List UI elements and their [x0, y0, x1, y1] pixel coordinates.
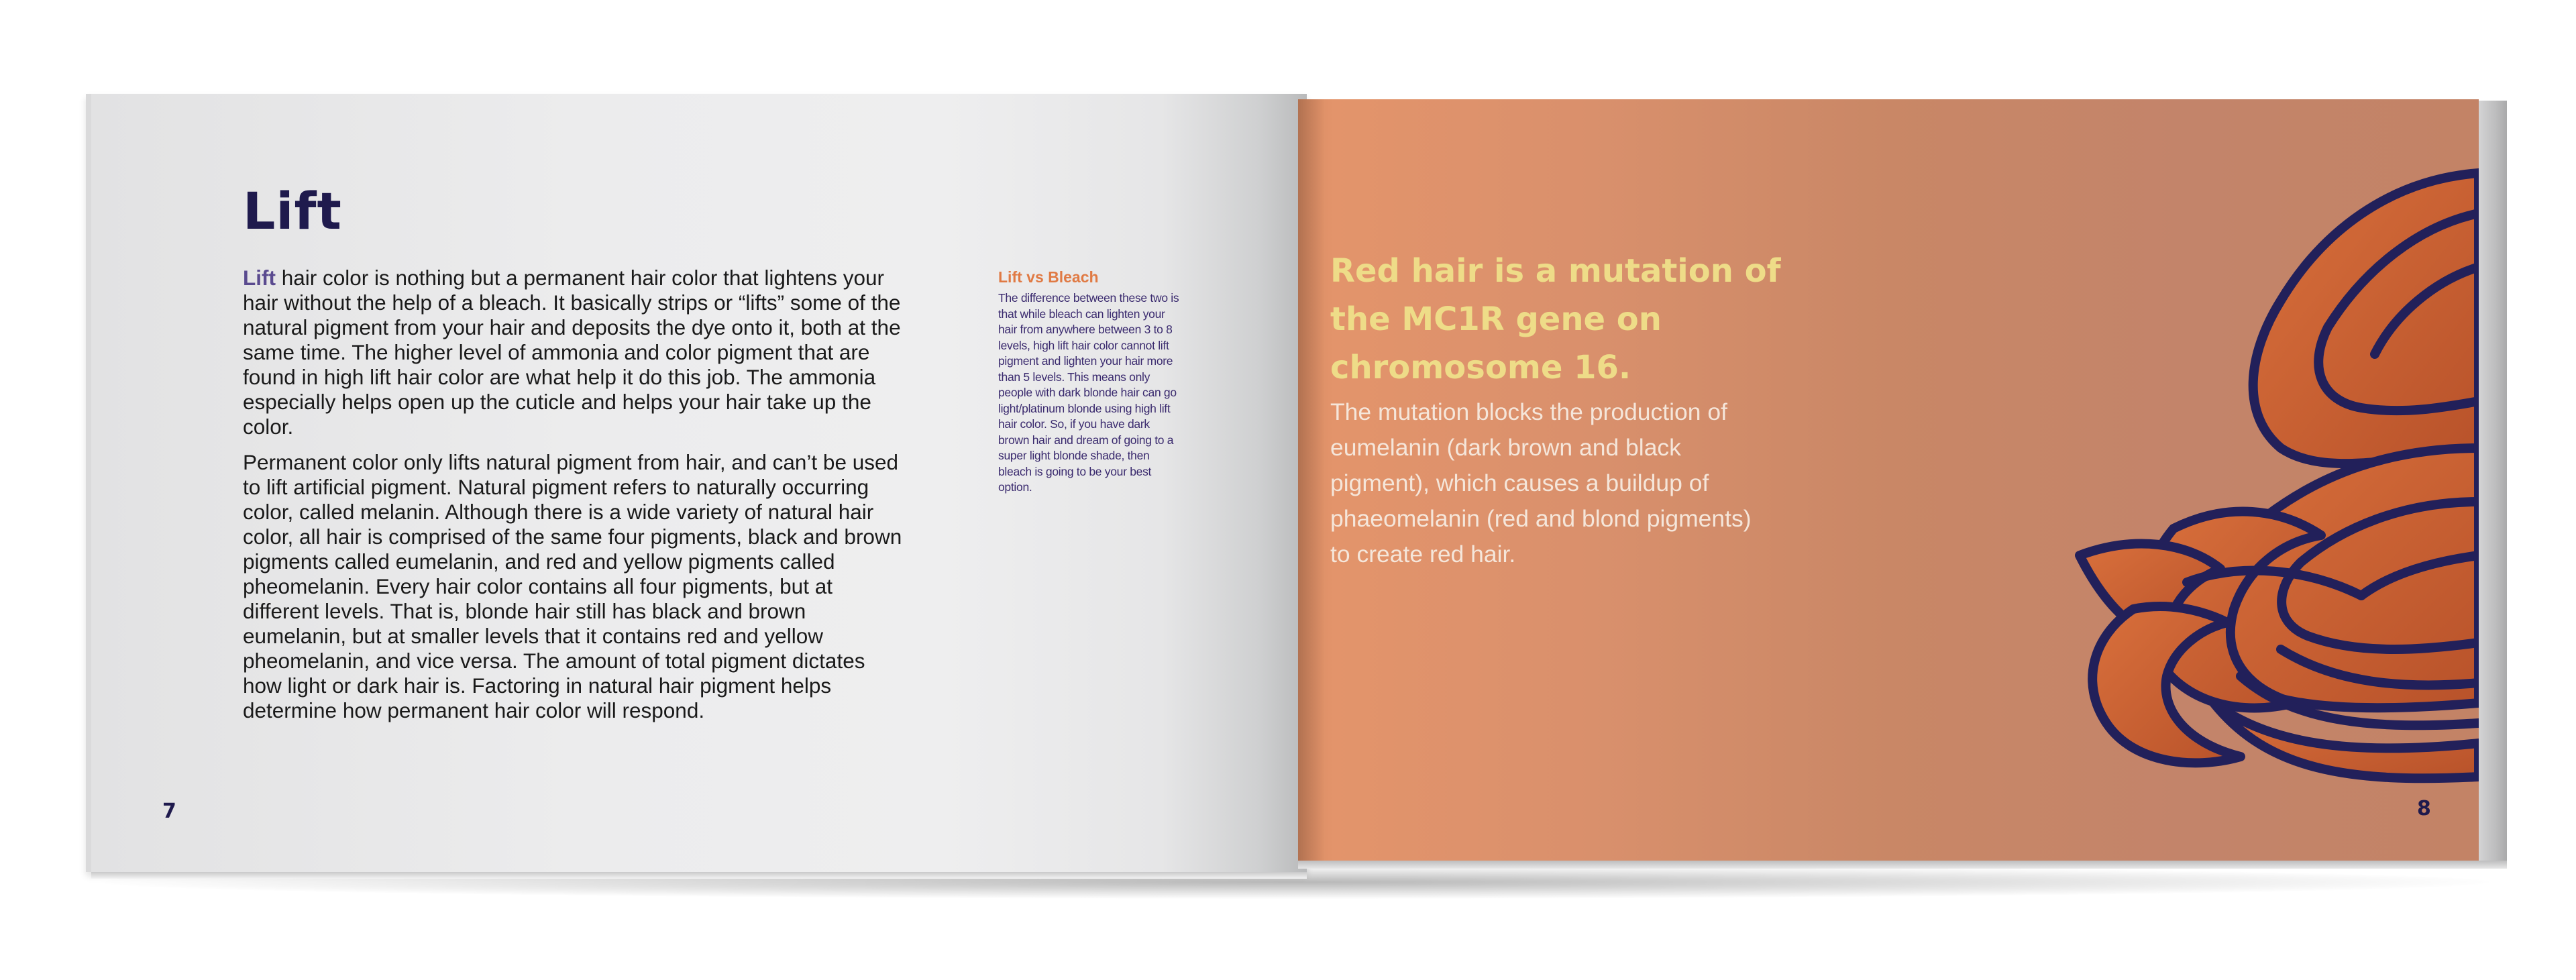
red-hair-waves-illustration [1811, 99, 2479, 861]
sidebar-title: Lift vs Bleach [998, 268, 1099, 286]
lead-word: Lift [243, 266, 276, 290]
headline: Red hair is a mutation of the MC1R gene on chromosome 16. [1330, 252, 1781, 386]
right-page-bottom-edge [1298, 861, 2507, 869]
paragraph-1 [243, 266, 907, 439]
paragraph-2: Permanent color only lifts natural pigment from hair, and can’t be used to lift artificial pigment. Natural pigment refers to naturally occurring color, called melanin. Although there is a wide variety of natural hair color, all hair is comprised of the same four pigments, black and brown pigments called eumelanin, and red and yellow pigments called pheomelanin. Every hair color contains all four pigments, but at different levels. That is, blonde hair still has black and brown eumelanin, but at smaller levels that it contains red and yellow pheomelanin, and vice versa. The amount of total pigment dictates how light or dark hair is. Factoring in natural hair pigment helps determine how permanent hair color will respond. [243, 450, 902, 722]
right-page-edge [2479, 101, 2507, 862]
page-title: Lift [243, 181, 342, 241]
spine-shadow [1298, 99, 1325, 861]
sidebar-note [998, 268, 1179, 496]
page-number-right: 8 [2417, 797, 2431, 820]
page-number-left: 7 [162, 800, 176, 823]
sidebar-body: The difference between these two is that while bleach can lighten your hair from anywhere between 3 to 8 levels, high lift hair color cannot lift pigment and lighten your hair more than 5 levels. This means only people with dark blonde hair can go light/platinum blonde using high lift hair color. So, if you have dark brown hair and dream of going to a super light blonde shade, then bleach is going to be your best option. [998, 291, 1179, 494]
headline-body: The mutation blocks the production of eumelanin (dark brown and black pigment), which causes a buildup of phaeomelanin (red and blond pigments) to create red hair. [1330, 398, 1752, 567]
body-text [243, 266, 907, 734]
left-page-edge [91, 872, 1307, 879]
paragraph-1-text: hair color is nothing but a permanent hair color that lightens your hair without the help of a bleach. It basically strips or “lifts” some of the natural pigment from your hair and deposits the dye onto it, both at the same time. The higher level of ammonia and color pigment that are found in high lift hair color are what help it do this job. The ammonia especially helps open up the cuticle and helps your hair take up the color. [243, 266, 901, 439]
